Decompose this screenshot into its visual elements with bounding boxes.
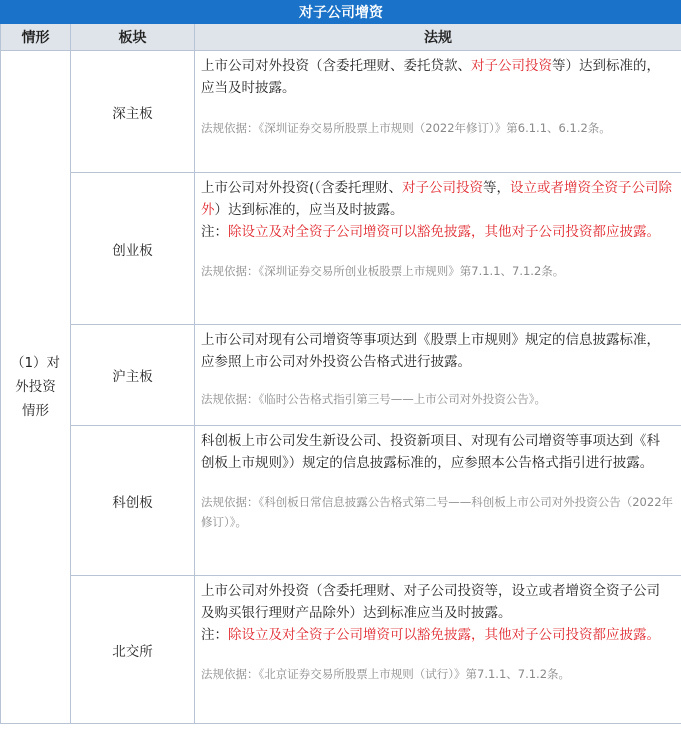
table-row	[1, 576, 681, 724]
law-cell	[195, 173, 681, 325]
law-basis: 法规依据：《北京证券交易所股票上市规则（试行）》第7.1.1、7.1.2条。	[201, 667, 571, 681]
law-basis: 法规依据：《深圳证券交易所股票上市规则（2022年修订）》第6.1.1、6.1.2条。	[201, 121, 611, 135]
table-row	[1, 325, 681, 426]
law-text	[201, 177, 673, 221]
law-cell	[195, 426, 681, 576]
header-board: 板块	[71, 24, 195, 51]
table-title: 对子公司增资	[1, 1, 681, 24]
board-cell: 科创板	[71, 426, 195, 576]
law-text-part: ）达到标准的，应当及时披露。	[214, 202, 404, 218]
board-cell: 创业板	[71, 173, 195, 325]
law-text-part: 上市公司对外投资（含委托理财、委托贷款、	[201, 58, 471, 74]
law-cell	[195, 51, 681, 173]
law-note	[201, 624, 673, 646]
table-row	[1, 51, 681, 173]
law-cell	[195, 576, 681, 724]
law-text: 科创板上市公司发生新设公司、投资新项目、对现有公司增资等事项达到《科创板上市规则》）规定的信息披露标准的，应参照本公告格式指引进行披露。	[201, 433, 660, 471]
board-cell: 北交所	[71, 576, 195, 724]
law-basis: 法规依据：《临时公告格式指引第三号——上市公司对外投资公告》。	[201, 392, 546, 406]
law-text-part: 上市公司对外投资(（含委托理财、	[201, 180, 403, 196]
note-label: 注：	[201, 627, 228, 643]
law-text	[201, 55, 673, 99]
law-highlight: 对子公司投资	[471, 58, 552, 74]
law-text-part: 等，	[483, 180, 511, 196]
header-situation: 情形	[1, 24, 71, 51]
law-highlight: 设立或者增资全资子公司除外	[201, 180, 673, 218]
law-highlight: 对子公司投资	[402, 180, 484, 196]
table-row	[1, 173, 681, 325]
law-basis: 法规依据：《深圳证券交易所创业板股票上市规则》第7.1.1、7.1.2条。	[201, 264, 565, 278]
header-law: 法规	[195, 24, 681, 51]
board-cell: 深主板	[71, 51, 195, 173]
note-highlight: 除设立及对全资子公司增资可以豁免披露，其他对子公司投资都应披露。	[228, 224, 660, 240]
law-text: 上市公司对外投资（含委托理财、对子公司投资等，设立或者增资全资子公司及购买银行理财产品除外）达到标准应当及时披露。	[201, 583, 660, 621]
law-text: 上市公司对现有公司增资等事项达到《股票上市规则》规定的信息披露标准，应参照上市公司对外投资公告格式进行披露。	[201, 332, 660, 370]
note-label: 注：	[201, 224, 228, 240]
law-basis: 法规依据：《科创板日常信息披露公告格式第二号——科创板上市公司对外投资公告（2022年修订）》。	[201, 495, 674, 529]
note-highlight: 除设立及对全资子公司增资可以豁免披露，其他对子公司投资都应披露。	[228, 627, 660, 643]
situation-cell: （1）对外投资情形	[1, 51, 71, 724]
law-cell	[195, 325, 681, 426]
table-row	[1, 426, 681, 576]
law-text-part: 等）达到标准的，应当及时披露。	[201, 58, 660, 96]
board-cell: 沪主板	[71, 325, 195, 426]
law-note	[201, 221, 673, 243]
